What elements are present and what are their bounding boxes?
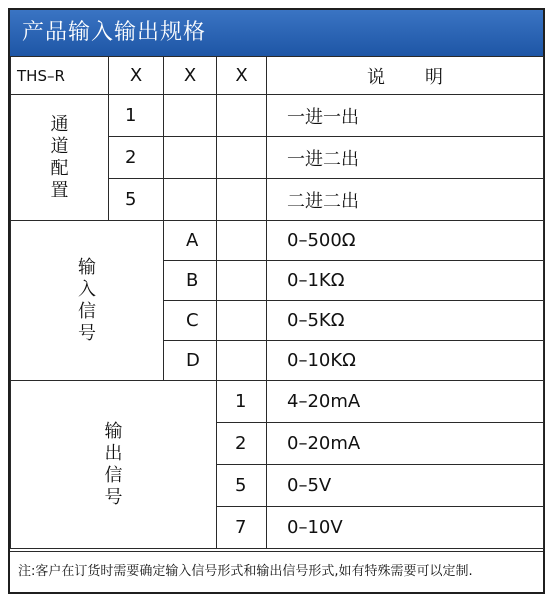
output-description: 0–10V [267, 507, 544, 549]
channel-code: 5 [109, 179, 164, 221]
channel-config-label: 通 道 配 置 [11, 95, 109, 221]
input-description: 0–1KΩ [267, 261, 544, 301]
input-code: B [164, 261, 217, 301]
table-row [11, 221, 544, 261]
output-description: 0–5V [267, 465, 544, 507]
channel-description: 二进二出 [267, 179, 544, 221]
output-column-header: X [217, 57, 267, 95]
table-row [11, 95, 544, 137]
output-description: 4–20mA [267, 381, 544, 423]
table-header-row [11, 57, 544, 95]
output-code: 7 [217, 507, 267, 549]
page-title: 产品输入输出规格 [10, 10, 543, 56]
channel-code: 2 [109, 137, 164, 179]
input-code: C [164, 301, 217, 341]
order-note: 注:客户在订货时需要确定输入信号形式和输出信号形式,如有特殊需要可以定制. [10, 551, 543, 592]
output-signal-label: 输 出 信 号 [11, 381, 217, 549]
channel-column-header: X [109, 57, 164, 95]
input-signal-label: 输 入 信 号 [11, 221, 164, 381]
output-code: 5 [217, 465, 267, 507]
channel-code: 1 [109, 95, 164, 137]
output-code: 2 [217, 423, 267, 465]
input-description: 0–500Ω [267, 221, 544, 261]
description-column-header: 说明 [267, 57, 544, 95]
input-description: 0–10KΩ [267, 341, 544, 381]
input-code: A [164, 221, 217, 261]
model-code-header: THS–R [11, 57, 109, 95]
input-description: 0–5KΩ [267, 301, 544, 341]
table-row [11, 381, 544, 423]
output-code: 1 [217, 381, 267, 423]
output-description: 0–20mA [267, 423, 544, 465]
spec-sheet [8, 8, 545, 594]
input-column-header: X [164, 57, 217, 95]
spec-table [10, 56, 544, 549]
input-code: D [164, 341, 217, 381]
channel-description: 一进二出 [267, 137, 544, 179]
channel-description: 一进一出 [267, 95, 544, 137]
